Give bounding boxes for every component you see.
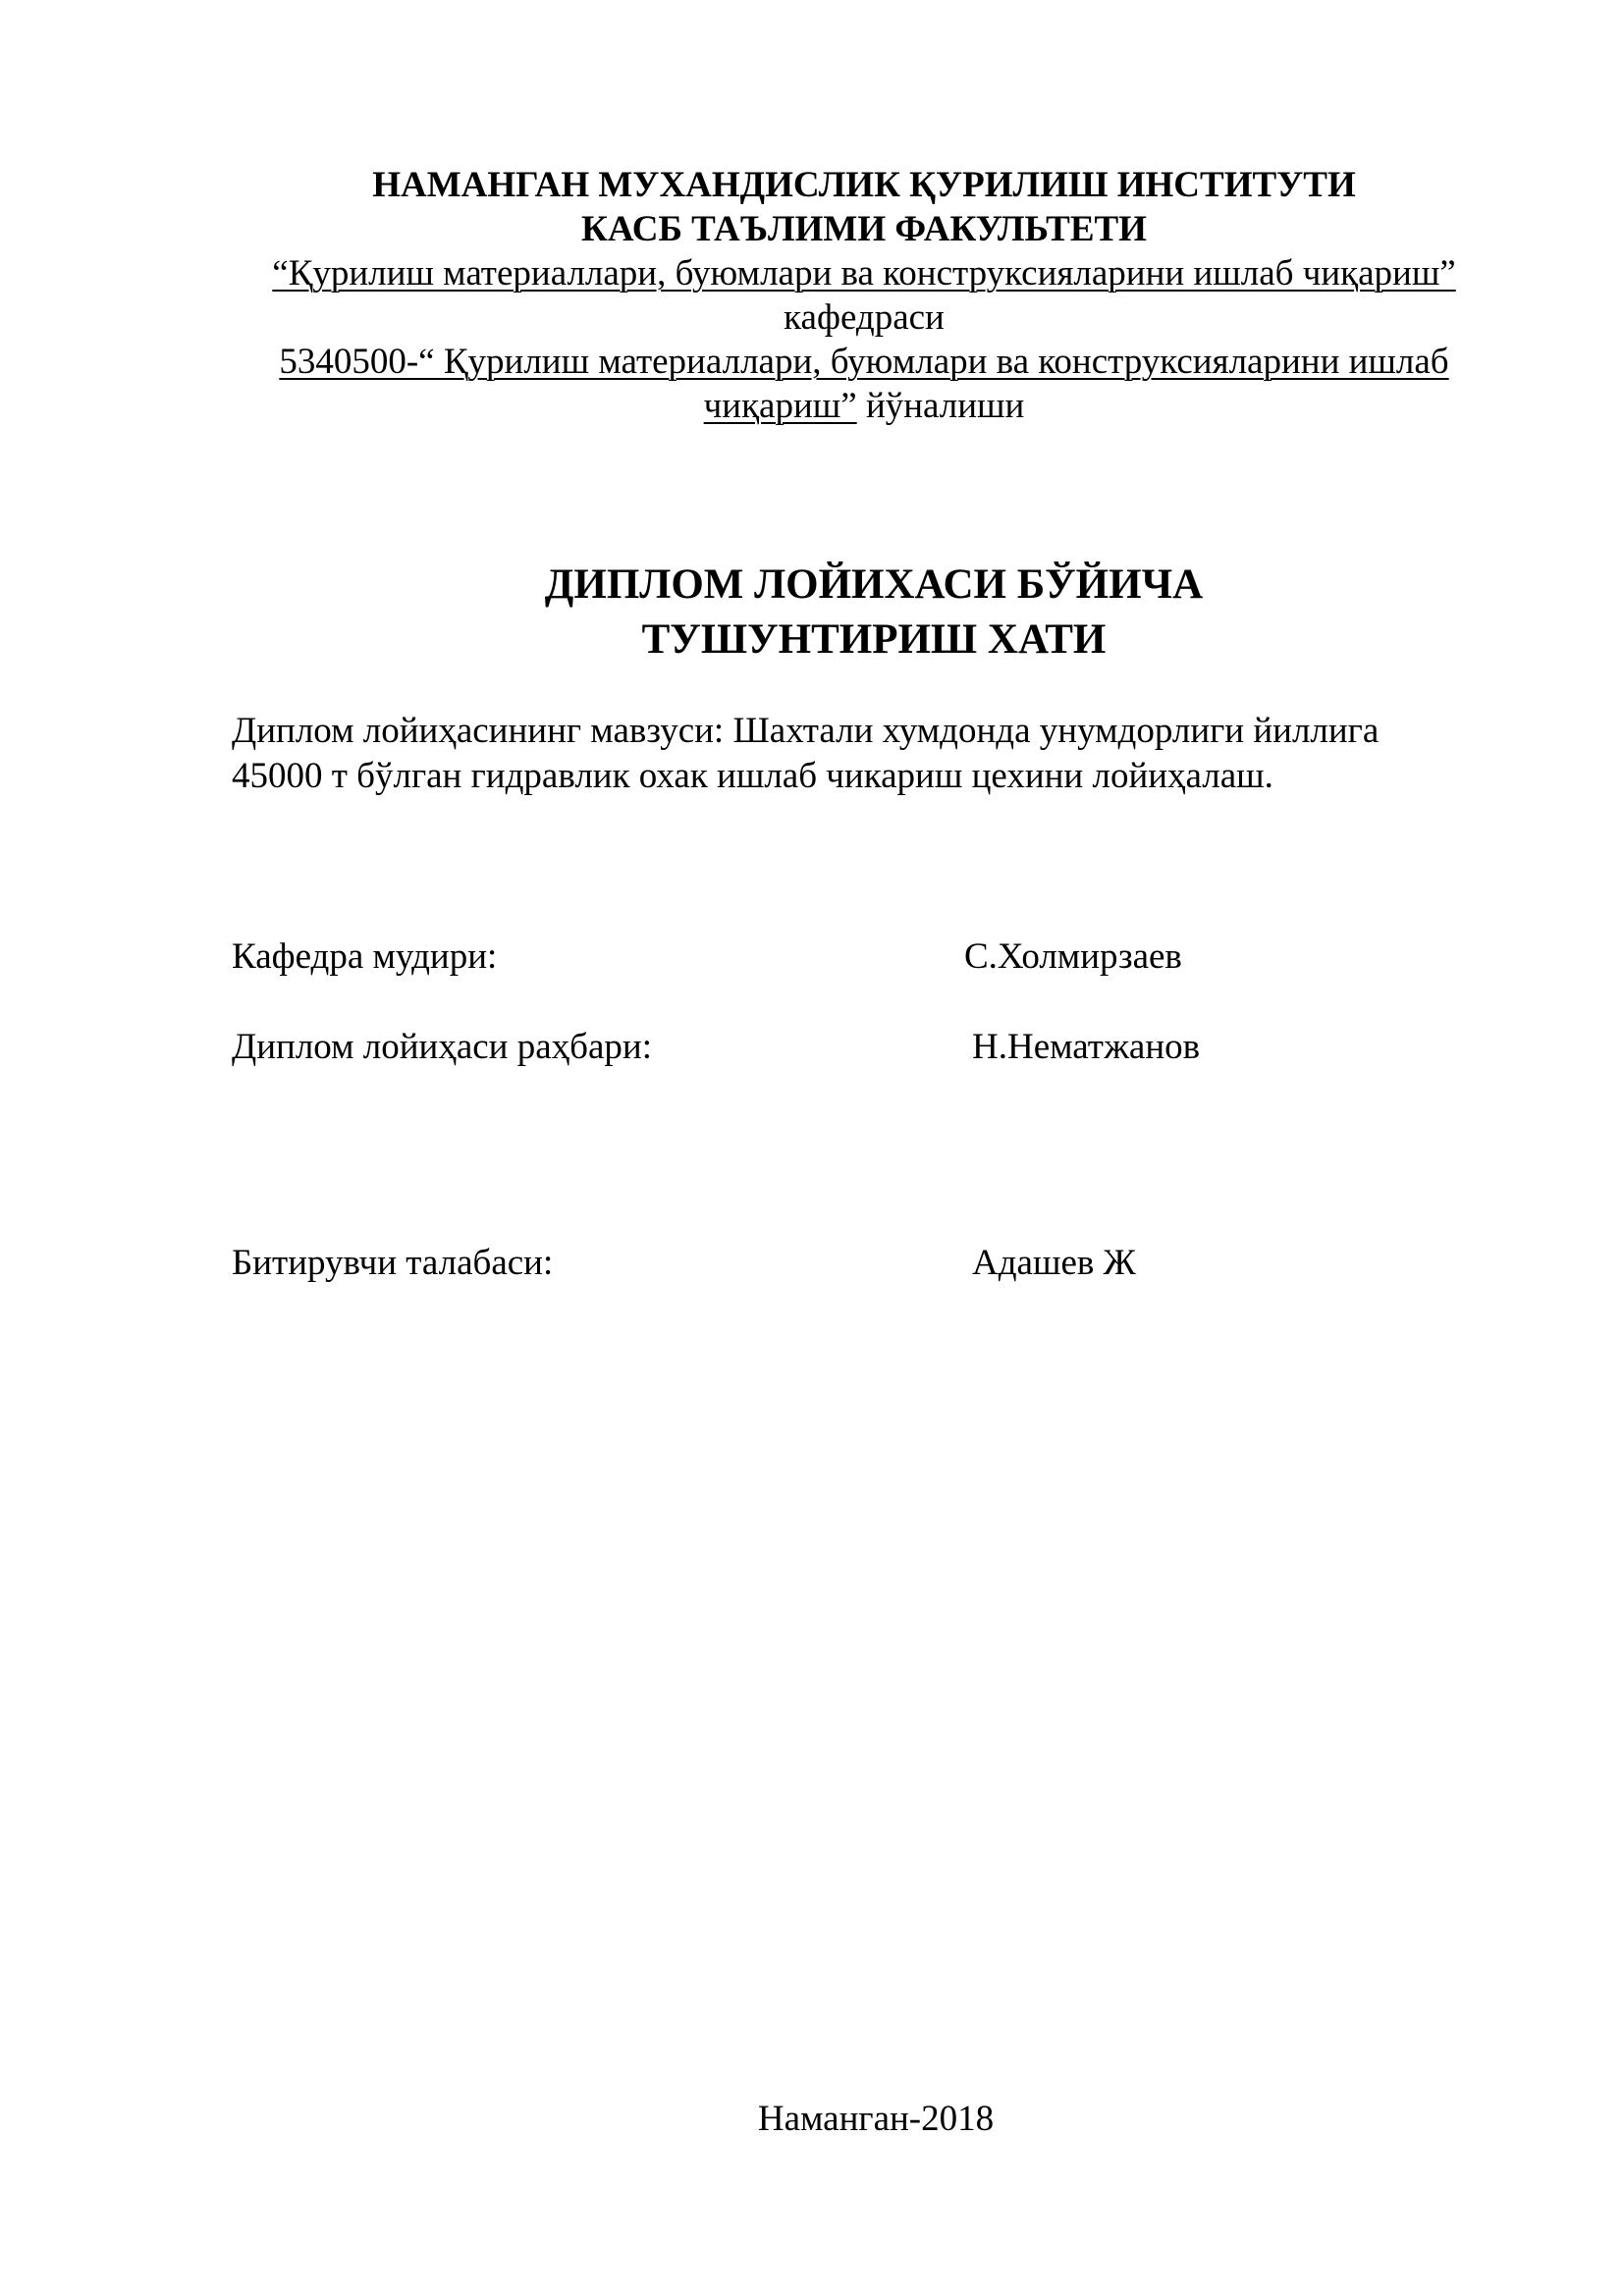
signature-name: Адашев Ж <box>972 1243 1136 1283</box>
signature-row-head-of-department <box>232 934 1508 984</box>
direction-line-1-wrap <box>226 340 1502 384</box>
signature-name: Н.Нематжанов <box>972 1027 1201 1067</box>
signature-label: Битирувчи талабаси: <box>232 1243 554 1283</box>
signature-row-supervisor <box>232 1025 1508 1074</box>
direction-line-2-suffix: йўналиши <box>856 386 1025 426</box>
department-name-line <box>226 251 1502 295</box>
document-header <box>226 163 1502 428</box>
signature-label: Кафедра мудири: <box>232 936 498 977</box>
topic-line-2: 45000 т бўлган гидравлик охак ишлаб чикариш цехини лойиҳалаш. <box>232 756 1273 796</box>
direction-line-2-wrap <box>226 384 1502 428</box>
direction-line-2-underlined: чиқариш” <box>703 386 857 426</box>
department-name: “Қурилиш материаллари, буюмлари ва конструксияларини ишлаб чиқариш” <box>272 253 1456 294</box>
signature-label: Диплом лойиҳаси раҳбари: <box>232 1027 652 1067</box>
document-title <box>295 558 1453 667</box>
faculty-name: КАСБ ТАЪЛИМИ ФАКУЛЬТЕТИ <box>581 209 1147 249</box>
title-line-2: ТУШУНТИРИШ ХАТИ <box>641 616 1107 663</box>
title-line-1: ДИПЛОМ ЛОЙИХАСИ БЎЙИЧА <box>544 561 1204 608</box>
place-year: Наманган-2018 <box>757 2099 995 2139</box>
signature-row-graduate <box>232 1241 1508 1290</box>
direction-line-1: 5340500-“ Қурилиш материаллари, буюмлари ва конструксияларини ишлаб <box>279 342 1449 382</box>
signature-name: С.Холмирзаев <box>964 936 1182 977</box>
project-topic <box>232 709 1508 799</box>
topic-line-1: Диплом лойиҳасининг мавзуси: Шахтали хумдонда унумдорлиги йиллига <box>232 711 1380 751</box>
department-word: кафедраси <box>784 297 945 338</box>
institute-name: НАМАНГАН МУХАНДИСЛИК ҚУРИЛИШ ИНСТИТУТИ <box>372 165 1356 205</box>
